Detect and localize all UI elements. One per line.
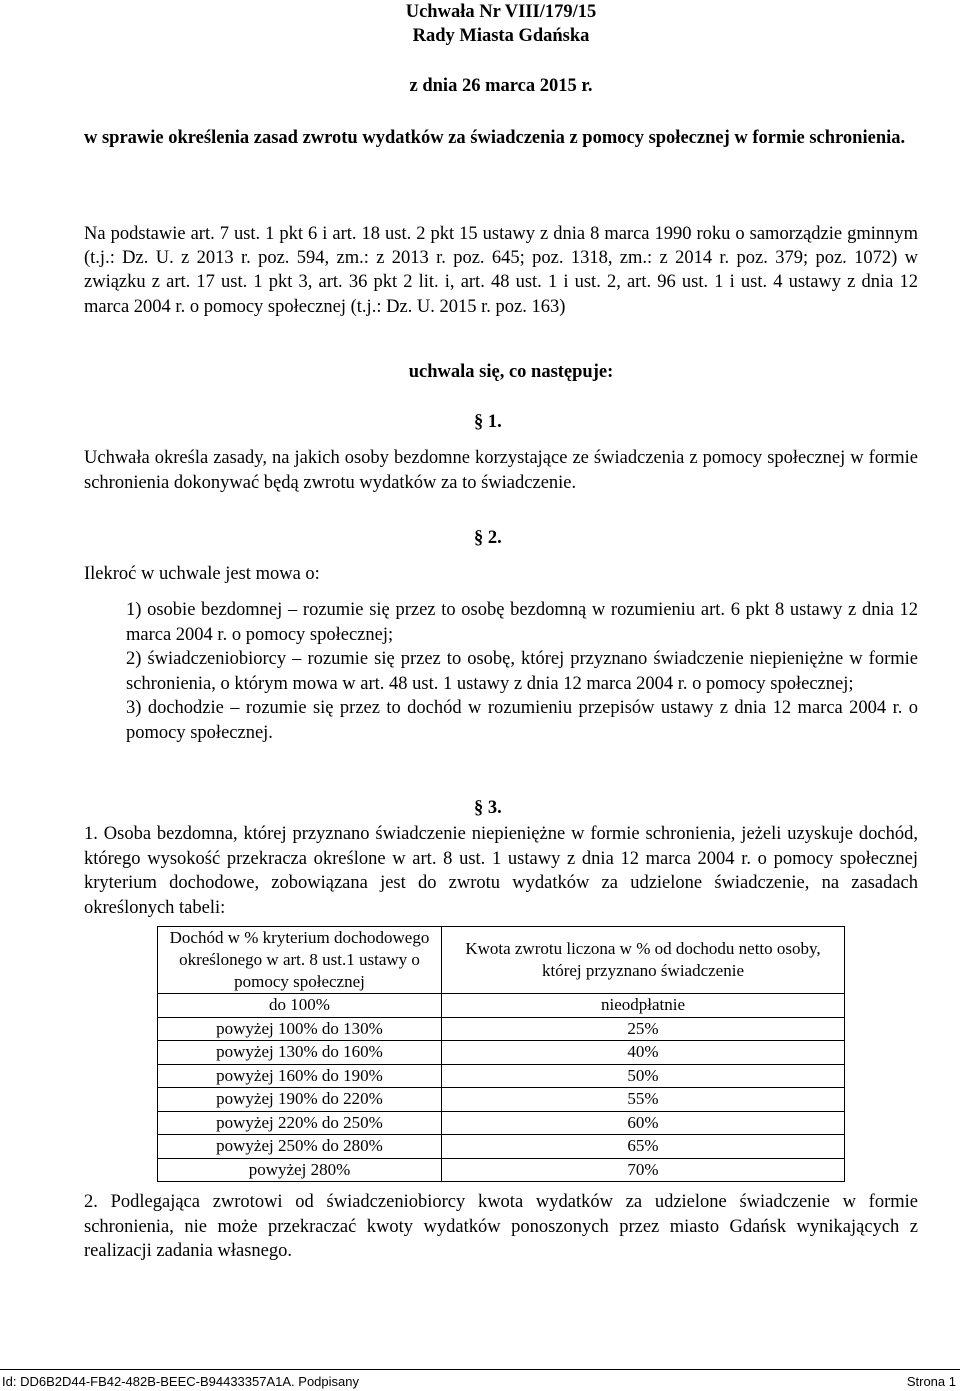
document-id: Id: DD6B2D44-FB42-482B-BEEC-B94433357A1A. Podpisany: [2, 1374, 359, 1389]
repayment-table: [157, 926, 845, 1182]
table-cell-repayment: 60%: [442, 1111, 845, 1135]
definition-item: 1) osobie bezdomnej – rozumie się przez to osobę bezdomną w rozumieniu art. 6 pkt 8 ustawy z dnia 12 marca 2004 r. o pomocy społecznej;: [126, 600, 918, 645]
paragraph-sign-icon: §: [474, 798, 484, 818]
resolution-number: Uchwała Nr VIII/179/15: [405, 2, 597, 22]
table-cell-repayment: 55%: [442, 1088, 845, 1112]
table-header-row: [158, 927, 845, 994]
table-cell-repayment: nieodpłatnie: [442, 994, 845, 1018]
table-row: [158, 1158, 845, 1182]
table-cell-income: powyżej 280%: [158, 1158, 442, 1182]
table-header-repayment: Kwota zwrotu liczona w % od dochodu netto osoby, której przyznano świadczenie: [442, 927, 845, 994]
section-1-heading: § 1.: [474, 412, 502, 432]
definition-item: 3) dochodzie – rozumie się przez to dochód w rozumieniu przepisów ustawy z dnia 12 marca 2004 r. o pomocy społecznej.: [126, 698, 918, 743]
definitions-list: [126, 598, 918, 745]
table-row: [158, 1064, 845, 1088]
resolves-heading: uchwala się, co następuje:: [408, 362, 614, 382]
section-2-heading: § 2.: [474, 528, 502, 548]
table-cell-repayment: 40%: [442, 1041, 845, 1065]
section-3-point-1: 1. Osoba bezdomna, której przyznano świadczenie niepieniężne w formie schronienia, jeżeli uzyskuje dochód, którego wysokość przekracza określone w art. 8 ust. 1 ustawy z dnia 12 marca 2004 r. o pomocy społecznej kryterium dochodowe, zobowiązana jest do zwrotu wydatków za udzielone świadczenie, na zasadach określonych tabeli:: [84, 824, 918, 918]
table-header-income: Dochód w % kryterium dochodowego określonego w art. 8 ust.1 ustawy o pomocy społecznej: [158, 927, 442, 994]
council-name: Rady Miasta Gdańska: [412, 26, 590, 46]
section-2-intro: Ilekroć w uchwale jest mowa o:: [84, 564, 320, 584]
table-cell-income: powyżej 220% do 250%: [158, 1111, 442, 1135]
table-cell-income: powyżej 190% do 220%: [158, 1088, 442, 1112]
table-row: [158, 1111, 845, 1135]
table-row: [158, 994, 845, 1018]
section-3-heading: § 3.: [474, 798, 502, 818]
section-1-text: Uchwała określa zasady, na jakich osoby bezdomne korzystające ze świadczenia z pomocy społecznej w formie schronienia dokonywać będą zwrotu wydatków za to świadczenie.: [84, 448, 918, 493]
table-cell-repayment: 25%: [442, 1017, 845, 1041]
resolution-subject: w sprawie określenia zasad zwrotu wydatków za świadczenia z pomocy społecznej w formie schronienia.: [84, 128, 906, 148]
table-cell-income: powyżej 130% do 160%: [158, 1041, 442, 1065]
table-cell-income: do 100%: [158, 994, 442, 1018]
table-cell-income: powyżej 160% do 190%: [158, 1064, 442, 1088]
resolution-date: z dnia 26 marca 2015 r.: [409, 76, 593, 96]
paragraph-sign-icon: §: [474, 412, 484, 432]
table-cell-income: powyżej 100% do 130%: [158, 1017, 442, 1041]
definition-item: 2) świadczeniobiorcy – rozumie się przez to osobę, której przyznano świadczenie niepieniężne w formie schronienia, o którym mowa w art. 48 ust. 1 ustawy z dnia 12 marca 2004 r. o pomocy społecznej;: [126, 649, 918, 694]
table-row: [158, 1017, 845, 1041]
table-cell-repayment: 70%: [442, 1158, 845, 1182]
table-row: [158, 1041, 845, 1065]
legal-basis: Na podstawie art. 7 ust. 1 pkt 6 i art. 18 ust. 2 pkt 15 ustawy z dnia 8 marca 1990 roku o samorządzie gminnym (t.j.: Dz. U. z 2013 r. poz. 594, zm.: z 2013 r. poz. 645; poz. 1318, zm.: z 2014 r. poz. 379; poz. 1072) w związku z art. 17 ust. 1 pkt 3, art. 36 pkt 2 lit. i, art. 48 ust. 1 i ust. 2, art. 96 ust. 1 i ust. 4 ustawy z dnia 12 marca 2004 r. o pomocy społecznej (t.j.: Dz. U. 2015 r. poz. 163): [84, 224, 918, 317]
footer-divider: [0, 1369, 960, 1370]
table-cell-income: powyżej 250% do 280%: [158, 1135, 442, 1159]
section-3-point-2: 2. Podlegająca zwrotowi od świadczeniobiorcy kwota wydatków za udzielone świadczenie w formie schronienia, nie może przekraczać kwoty wydatków ponoszonych przez miasto Gdańsk wynikających z realizacji zadania własnego.: [84, 1192, 918, 1261]
paragraph-sign-icon: §: [474, 528, 484, 548]
table-cell-repayment: 50%: [442, 1064, 845, 1088]
table-cell-repayment: 65%: [442, 1135, 845, 1159]
table-row: [158, 1135, 845, 1159]
table-row: [158, 1088, 845, 1112]
page-number: Strona 1: [906, 1374, 956, 1389]
